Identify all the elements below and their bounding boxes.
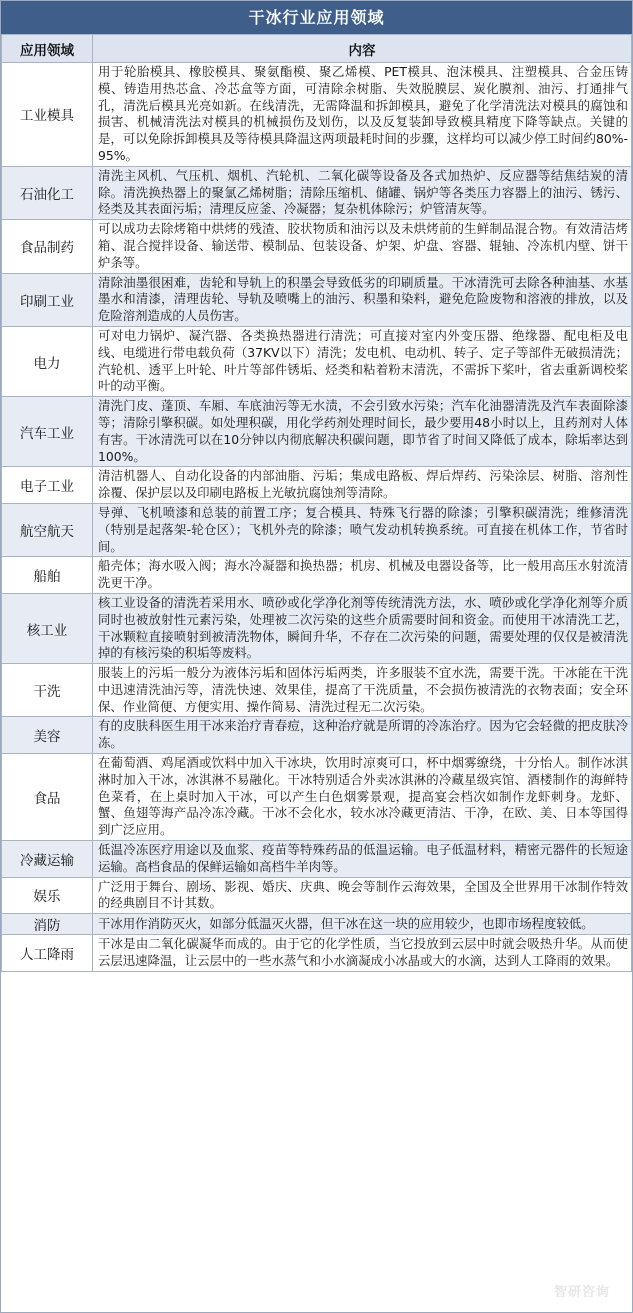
- header-row: [2, 35, 632, 63]
- row-domain: 冷藏运输: [2, 841, 93, 878]
- table-row: [2, 63, 632, 167]
- row-domain: 消防: [2, 914, 93, 935]
- row-content: 清洁机器人、自动化设备的内部油脂、污垢；集成电路板、焊后焊药、污染涂层、树脂、溶剂性涂覆、保护层以及印刷电路板上光敏抗腐蚀剂等清除。: [93, 467, 632, 504]
- row-content: 干冰是由二氧化碳凝华而成的。由于它的化学性质，当它投放到云层中时就会吸热升华。从而使云层迅速降温，让云层中的一些水蒸气和小水滴凝成小冰晶或大的水滴，达到人工降雨的效果。: [93, 935, 632, 972]
- row-content: 清除油墨很困难，齿轮和导轨上的积墨会导致低劣的印刷质量。干冰清洗可去除各种油基、水基墨水和清漆，清理齿轮、导轨及喷嘴上的油污、积墨和染料，避免危险废物和溶液的排放，以及危险溶剂造成的人员伤害。: [93, 273, 632, 326]
- row-domain: 汽车工业: [2, 397, 93, 467]
- row-content: 用于轮胎模具、橡胶模具、聚氨酯模、聚乙烯模、PET模具、泡沫模具、注塑模具、合金压铸模、铸造用热芯盒、冷芯盒等方面，可清除余树脂、失效脱膜层、炭化膜剂、油污、打通排气孔，清洗后模具光亮如新。在线清洗，无需降温和拆卸模具，避免了化学清洗法对模具的腐蚀和损害、机械清洗法对模具的机械损伤及划伤，以及反复装卸导致模具精度下降等缺点。关键的是，可以免除拆卸模具及等待模具降温这两项最耗时间的步骤，这样均可以减少停工时间约80%-95%。: [93, 63, 632, 167]
- row-domain: 工业模具: [2, 63, 93, 167]
- row-content: 清洗门皮、蓬顶、车厢、车底油污等无水渍，不会引致水污染；汽车化油器清洗及汽车表面除漆等；清除引擎积碳。如处理积碳，用化学药剂处理时间长，最少要用48小时以上，且药剂对人体有害。干冰清洗可以在10分钟以内彻底解决积碳问题，即节省了时间又降低了成本，除垢率达到100%。: [93, 397, 632, 467]
- row-domain: 石油化工: [2, 166, 93, 219]
- row-domain: 美容: [2, 717, 93, 754]
- table-row: [2, 467, 632, 504]
- table-row: [2, 557, 632, 594]
- table-row: [2, 877, 632, 914]
- header-content: 内容: [93, 35, 632, 63]
- watermark: 智研咨询: [553, 1285, 610, 1300]
- table-row: [2, 717, 632, 754]
- row-content: 有的皮肤科医生用干冰来治疗青春痘，这种治疗就是所谓的冷冻治疗。因为它会轻微的把皮肤冷冻。: [93, 717, 632, 754]
- row-domain: 干洗: [2, 664, 93, 717]
- row-domain: 航空航天: [2, 503, 93, 556]
- table-row: [2, 914, 632, 935]
- table-row: [2, 220, 632, 273]
- table-body: [2, 63, 632, 972]
- table-row: [2, 754, 632, 841]
- row-content: 干冰用作消防灭火，如部分低温灭火器，但干冰在这一块的应用较少，也即市场程度较低。: [93, 914, 632, 935]
- row-content: 服装上的污垢一般分为液体污垢和固体污垢两类，许多服装不宜水洗，需要干洗。干冰能在干洗中迅速清洗油污等，清洗快速、效果佳，提高了干洗质量，不会损伤被清洗的衣物表面；安全环保、作业简便、方便实用、操作简易、清洗过程无二次污染。: [93, 664, 632, 717]
- row-content: 可以成功去除烤箱中烘烤的残渣、胶状物质和油污以及未烘烤前的生鲜制品混合物。有效清洁烤箱、混合搅拌设备、输送带、模制品、包装设备、炉架、炉盘、容器、辊轴、冷冻机内壁、饼干炉条等。: [93, 220, 632, 273]
- row-domain: 印刷工业: [2, 273, 93, 326]
- table-title: 干冰行业应用领域: [1, 1, 632, 34]
- row-domain: 食品制药: [2, 220, 93, 273]
- row-domain: 核工业: [2, 593, 93, 663]
- table-row: [2, 664, 632, 717]
- table-row: [2, 935, 632, 972]
- row-domain: 人工降雨: [2, 935, 93, 972]
- row-domain: 电子工业: [2, 467, 93, 504]
- row-domain: 食品: [2, 754, 93, 841]
- row-content: 可对电力锅炉、凝汽器、各类换热器进行清洗；可直接对室内外变压器、绝缘器、配电柜及电线、电缆进行带电载负荷（37KV以下）清洗；发电机、电动机、转子、定子等部件无破损清洗；汽轮机、透平上叶轮、叶片等部件锈垢、烃类和粘着粉末清洗，不需拆下桨叶，省去重新调校桨叶的动平衡。: [93, 326, 632, 396]
- row-content: 导弹、飞机喷漆和总装的前置工序；复合模具、特殊飞行器的除漆；引擎积碳清洗；维修清洗（特别是起落架-轮仓区）；飞机外壳的除漆；喷气发动机转换系统。可直接在机体工作，节省时间。: [93, 503, 632, 556]
- row-content: 清洗主风机、气压机、烟机、汽轮机、二氧化碳等设备及各式加热炉、反应器等结焦结炭的清除。清洗换热器上的聚氯乙烯树脂；清除压缩机、储罐、锅炉等各类压力容器上的油污、锈污、烃类及其表面污垢；清理反应釜、冷凝器；复杂机体除污；炉管清灰等。: [93, 166, 632, 219]
- application-table: [1, 34, 632, 972]
- header-domain: 应用领域: [2, 35, 93, 63]
- table-row: [2, 593, 632, 663]
- table-row: [2, 166, 632, 219]
- table-row: [2, 326, 632, 396]
- row-domain: 电力: [2, 326, 93, 396]
- row-content: 广泛用于舞台、剧场、影视、婚庆、庆典、晚会等制作云海效果，全国及全世界用干冰制作特效的经典剧目不计其数。: [93, 877, 632, 914]
- row-domain: 娱乐: [2, 877, 93, 914]
- table-row: [2, 503, 632, 556]
- row-domain: 船舶: [2, 557, 93, 594]
- row-content: 在葡萄酒、鸡尾酒或饮料中加入干冰块，饮用时凉爽可口，杯中烟雾缭绕，十分怡人。制作冰淇淋时加入干冰，冰淇淋不易融化。干冰特别适合外卖冰淇淋的冷藏星级宾馆、酒楼制作的海鲜特色菜肴，在上桌时加入干冰，可以产生白色烟雾景观，提高宴会档次如制作龙虾刺身。龙虾、蟹、鱼翅等海产品冷冻冷藏。干冰不会化水，较水冰冷藏更清洁、干净，在欧、美、日本等国得到广泛应用。: [93, 754, 632, 841]
- row-content: 低温冷冻医疗用途以及血浆、疫苗等特殊药品的低温运输。电子低温材料，精密元器件的长短途运输。高档食品的保鲜运输如高档牛羊肉等。: [93, 841, 632, 878]
- table-row: [2, 273, 632, 326]
- row-content: 核工业设备的清洗若采用水、喷砂或化学净化剂等传统清洗方法，水、喷砂或化学净化剂等介质同时也被放射性元素污染，处理被二次污染的这些介质需要时间和资金。而使用干冰清洗工艺，干冰颗粒直接喷射到被清洗物体，瞬间升华，不存在二次污染的问题，需要处理的仅仅是被清洗掉的有核污染的积垢等废料。: [93, 593, 632, 663]
- row-content: 船壳体；海水吸入阀；海水冷凝器和换热器；机房、机械及电器设备等，比一般用高压水射流清洗更干净。: [93, 557, 632, 594]
- table-row: [2, 397, 632, 467]
- table-row: [2, 841, 632, 878]
